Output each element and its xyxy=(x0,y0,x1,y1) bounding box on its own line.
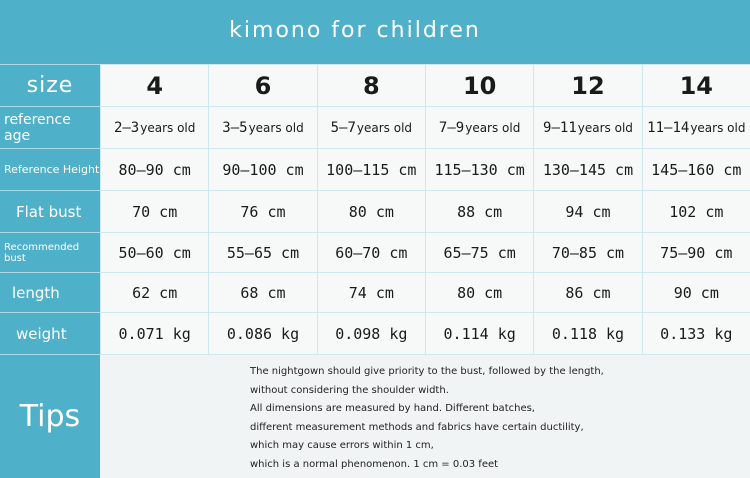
age-unit: years old xyxy=(356,120,413,135)
reference-age-label: reference age xyxy=(0,106,100,148)
length-cell: 74 cm xyxy=(317,272,425,312)
recommended-bust-row xyxy=(0,232,750,272)
size-cell: 8 xyxy=(317,64,425,106)
tips-line: different measurement methods and fabrics have certain ductility, xyxy=(250,421,584,433)
flat-bust-cell: 88 cm xyxy=(425,190,533,232)
age-cell xyxy=(100,106,208,148)
tips-panel xyxy=(100,354,750,478)
reference-height-label: Reference Height xyxy=(0,148,100,190)
age-cells xyxy=(100,106,750,148)
age-range: 11–14 xyxy=(647,119,690,136)
age-range: 3–5 xyxy=(222,119,248,136)
reference-age-row xyxy=(0,106,750,148)
recommended-bust-label: Recommended bust xyxy=(0,232,100,272)
size-cell: 10 xyxy=(425,64,533,106)
length-cell: 62 cm xyxy=(100,272,208,312)
age-cell xyxy=(317,106,425,148)
size-cell: 4 xyxy=(100,64,208,106)
age-cell xyxy=(642,106,750,148)
length-cell: 86 cm xyxy=(533,272,641,312)
length-cell: 68 cm xyxy=(208,272,316,312)
age-range: 9–11 xyxy=(543,119,577,136)
recommended-bust-cell: 55–65 cm xyxy=(208,232,316,272)
recommended-bust-cell: 75–90 cm xyxy=(642,232,750,272)
age-unit: years old xyxy=(690,120,746,135)
recommended-bust-cell: 50–60 cm xyxy=(100,232,208,272)
age-unit: years old xyxy=(248,120,304,135)
size-label: size xyxy=(0,64,100,106)
weight-cell: 0.098 kg xyxy=(317,312,425,354)
flat-bust-label: Flat bust xyxy=(0,190,100,232)
age-range: 7–9 xyxy=(438,119,465,136)
tips-line: which may cause errors within 1 cm, xyxy=(250,440,434,451)
size-cell: 14 xyxy=(642,64,750,106)
recommended-bust-cell: 70–85 cm xyxy=(533,232,641,272)
tips-text xyxy=(250,363,604,474)
size-cell: 6 xyxy=(208,64,316,106)
flat-bust-cell: 102 cm xyxy=(642,190,750,232)
length-cells xyxy=(100,272,750,312)
height-cell: 80–90 cm xyxy=(100,148,208,190)
weight-cell: 0.086 kg xyxy=(208,312,316,354)
weight-row xyxy=(0,312,750,354)
flat-bust-row xyxy=(0,190,750,232)
tips-line: All dimensions are measured by hand. Different batches, xyxy=(250,403,535,414)
age-unit: years old xyxy=(140,120,196,135)
height-cell: 145–160 cm xyxy=(642,148,750,190)
flat-bust-cell: 76 cm xyxy=(208,190,316,232)
age-unit: years old xyxy=(577,120,633,135)
weight-cell: 0.071 kg xyxy=(100,312,208,354)
recommended-bust-cell: 65–75 cm xyxy=(425,232,533,272)
height-cell: 115–130 cm xyxy=(425,148,533,190)
flat-bust-cell: 70 cm xyxy=(100,190,208,232)
tips-line: The nightgown should give priority to the bust, followed by the length, xyxy=(250,366,604,377)
weight-cells xyxy=(100,312,750,354)
height-cells xyxy=(100,148,750,190)
recommended-bust-cells xyxy=(100,232,750,272)
weight-cell: 0.118 kg xyxy=(533,312,641,354)
tips-label: Tips xyxy=(0,354,100,478)
tips-line: without considering the shoulder width. xyxy=(250,384,449,396)
weight-cell: 0.114 kg xyxy=(425,312,533,354)
height-cell: 100–115 cm xyxy=(317,148,425,190)
age-unit: years old xyxy=(465,120,521,135)
recommended-bust-cell: 60–70 cm xyxy=(317,232,425,272)
length-cell: 80 cm xyxy=(425,272,533,312)
age-range: 2–3 xyxy=(113,119,140,136)
weight-cell: 0.133 kg xyxy=(642,312,750,354)
age-range: 5–7 xyxy=(330,119,356,136)
height-cell: 130–145 cm xyxy=(533,148,641,190)
title-banner xyxy=(0,0,750,64)
page-title: kimono for children xyxy=(229,17,481,43)
flat-bust-cell: 94 cm xyxy=(533,190,641,232)
age-cell xyxy=(425,106,533,148)
size-cells xyxy=(100,64,750,106)
tips-line: which is a normal phenomenon. 1 cm = 0.03 feet xyxy=(250,458,499,470)
size-row xyxy=(0,64,750,106)
size-cell: 12 xyxy=(533,64,641,106)
flat-bust-cells xyxy=(100,190,750,232)
length-row xyxy=(0,272,750,312)
length-label: length xyxy=(0,272,100,312)
length-cell: 90 cm xyxy=(642,272,750,312)
weight-label: weight xyxy=(0,312,100,354)
flat-bust-cell: 80 cm xyxy=(317,190,425,232)
age-cell xyxy=(208,106,316,148)
height-cell: 90–100 cm xyxy=(208,148,316,190)
age-cell xyxy=(533,106,641,148)
reference-height-row xyxy=(0,148,750,190)
